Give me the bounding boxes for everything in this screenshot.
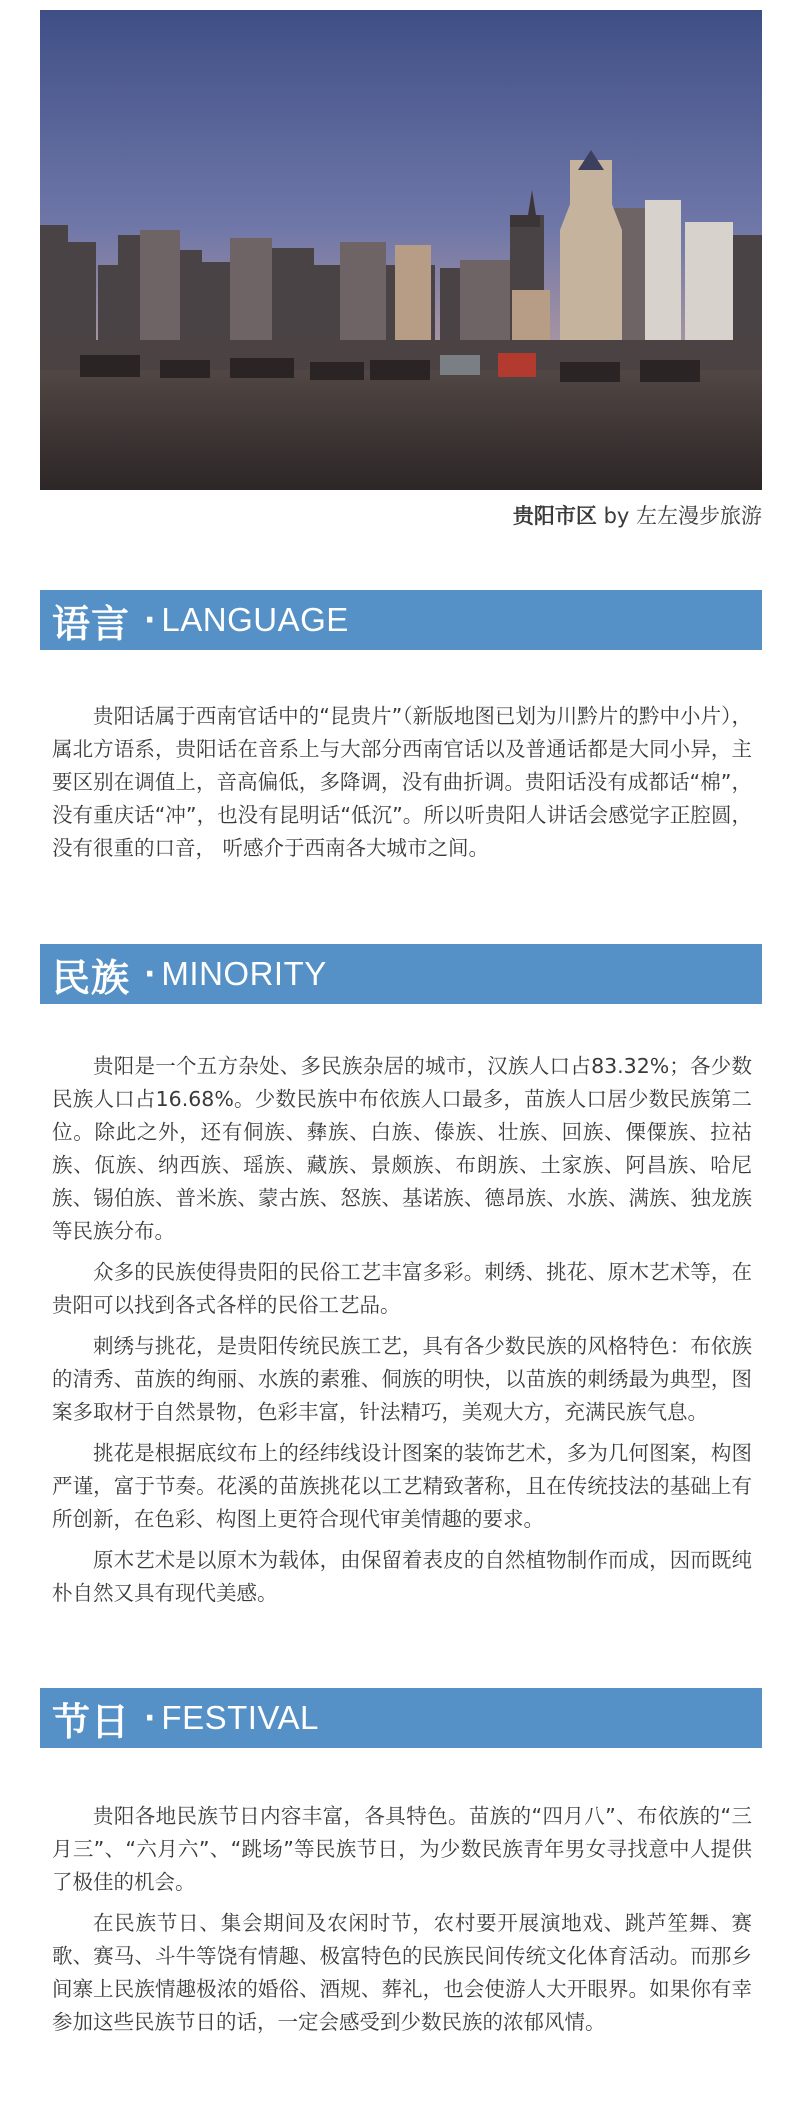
section-header-minority [40,944,762,1004]
caption-credit: by 左左漫步旅游 [596,504,762,528]
caption-place: 贵阳市区 [512,504,597,528]
city-skyline-illustration [40,10,762,490]
section-header-festival [40,1688,762,1748]
section-title-separator: · [144,602,156,638]
paragraph: 刺绣与挑花，是贵阳传统民族工艺，具有各少数民族的风格特色：布依族的清秀、苗族的绚丽、水族的素雅、侗族的明快，以苗族的刺绣最为典型，图案多取材于自然景物，色彩丰富，针法精巧，美观大方，充满民族气息。 [52,1334,752,1424]
paragraph: 在民族节日、集会期间及农闲时节，农村要开展演地戏、跳芦笙舞、赛歌、赛马、斗牛等饶有情趣、极富特色的民族民间传统文化体育活动。而那乡间寨上民族情趣极浓的婚俗、酒规、葬礼，也会使游人大开眼界。如果你有幸参加这些民族节日的话，一定会感受到少数民族的浓郁风情。 [52,1911,752,2034]
section-title-cn: 民族 [52,955,131,1000]
section-header-language [40,590,762,650]
section-body-festival [52,1800,752,2047]
section-body-language [52,700,752,873]
section-title-separator: · [144,956,156,992]
paragraph: 挑花是根据底纹布上的经纬线设计图案的装饰艺术，多为几何图案，构图严谨，富于节奏。花溪的苗族挑花以工艺精致著称，且在传统技法的基础上有所创新，在色彩、构图上更符合现代审美情趣的要求。 [52,1441,752,1531]
section-body-minority [52,1050,752,1618]
city-skyline-photo [40,10,762,490]
section-title-cn: 节日 [52,1699,131,1744]
paragraph: 贵阳话属于西南官话中的“昆贵片”（新版地图已划为川黔片的黔中小片），属北方语系，贵阳话在音系上与大部分西南官话以及普通话都是大同小异，主要区别在调值上，音高偏低，多降调，没有曲折调。贵阳话没有成都话“棉”，没有重庆话“冲”，也没有昆明话“低沉”。所以听贵阳人讲话会感觉字正腔圆，没有很重的口音， 听感介于西南各大城市之间。 [52,704,752,860]
paragraph: 众多的民族使得贵阳的民俗工艺丰富多彩。刺绣、挑花、原木艺术等，在贵阳可以找到各式各样的民俗工艺品。 [52,1260,752,1317]
section-title-en: MINORITY [161,955,327,992]
section-title-separator: · [144,1700,156,1736]
photo-caption [513,500,762,530]
section-title-en: FESTIVAL [161,1699,319,1736]
paragraph: 贵阳是一个五方杂处、多民族杂居的城市，汉族人口占83.32%；各少数民族人口占16.68%。少数民族中布依族人口最多，苗族人口居少数民族第二位。除此之外，还有侗族、彝族、白族、傣族、壮族、回族、傈僳族、拉祜族、佤族、纳西族、瑶族、藏族、景颇族、布朗族、土家族、阿昌族、哈尼族、锡伯族、普米族、蒙古族、怒族、基诺族、德昂族、水族、满族、独龙族等民族分布。 [52,1054,752,1243]
section-title-cn: 语言 [52,601,131,646]
section-title-en: LANGUAGE [161,601,349,638]
paragraph: 贵阳各地民族节日内容丰富，各具特色。苗族的“四月八”、布依族的“三月三”、“六月六”、“跳场”等民族节日，为少数民族青年男女寻找意中人提供了极佳的机会。 [52,1804,752,1894]
paragraph: 原木艺术是以原木为载体，由保留着表皮的自然植物制作而成，因而既纯朴自然又具有现代美感。 [52,1548,752,1605]
